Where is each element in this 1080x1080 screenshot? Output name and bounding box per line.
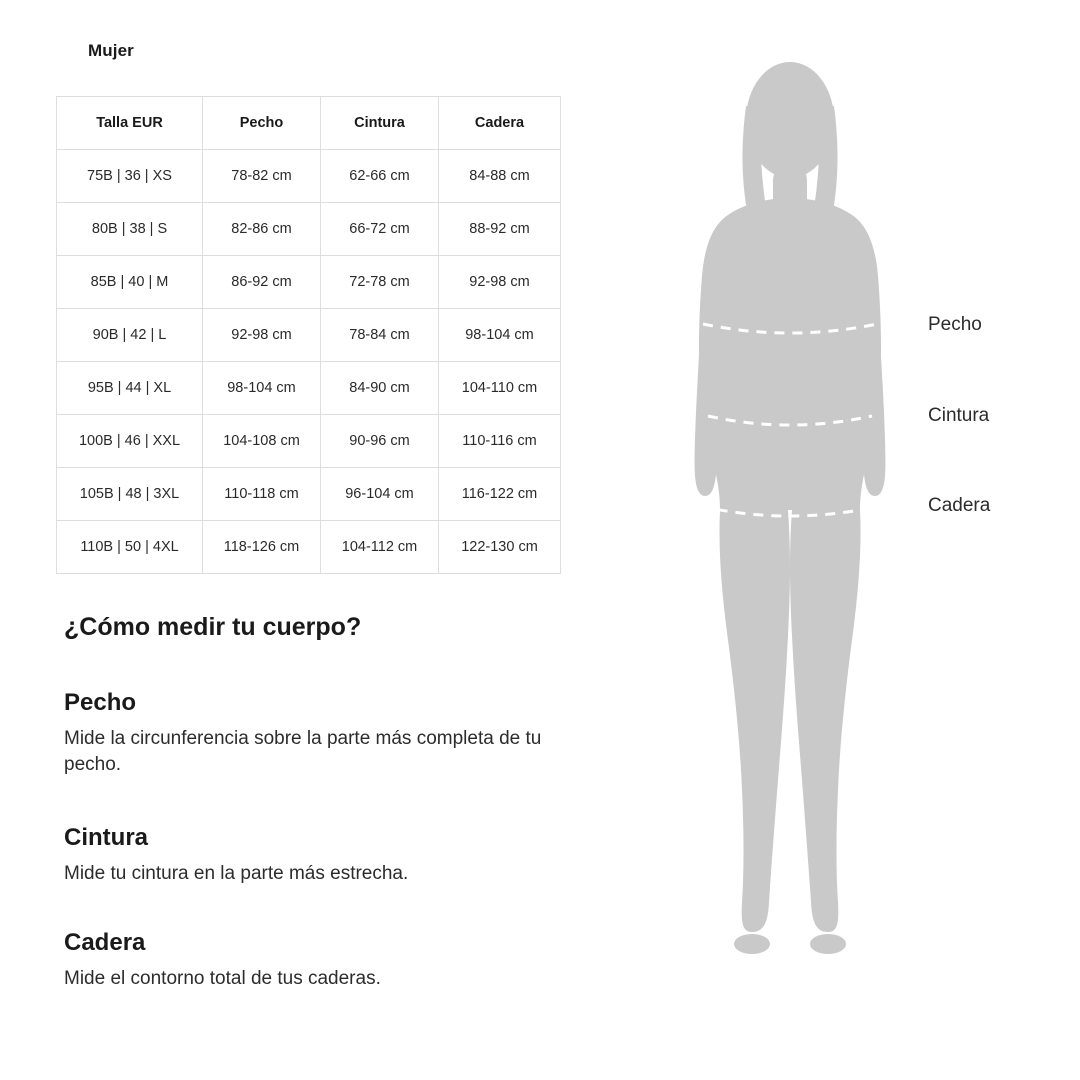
column-header-hip: Cadera xyxy=(439,97,561,150)
page-title: Mujer xyxy=(88,41,134,60)
table-row xyxy=(57,309,561,362)
cell-waist: 72-78 cm xyxy=(321,256,439,309)
table-row xyxy=(57,256,561,309)
cell-hip: 98-104 cm xyxy=(439,309,561,362)
cell-size: 90B | 42 | L xyxy=(57,309,203,362)
cell-hip: 84-88 cm xyxy=(439,150,561,203)
measure-description-hip: Mide el contorno total de tus caderas. xyxy=(64,968,381,990)
figure-label-waist: Cintura xyxy=(928,405,990,426)
measure-name-chest: Pecho xyxy=(64,689,137,716)
cell-size: 105B | 48 | 3XL xyxy=(57,468,203,521)
cell-hip: 110-116 cm xyxy=(439,415,561,468)
cell-waist: 62-66 cm xyxy=(321,150,439,203)
cell-waist: 90-96 cm xyxy=(321,415,439,468)
how-to-measure-title: ¿Cómo medir tu cuerpo? xyxy=(64,613,362,641)
cell-size: 110B | 50 | 4XL xyxy=(57,521,203,574)
cell-size: 80B | 38 | S xyxy=(57,203,203,256)
cell-hip: 116-122 cm xyxy=(439,468,561,521)
cell-size: 75B | 36 | XS xyxy=(57,150,203,203)
cell-chest: 82-86 cm xyxy=(203,203,321,256)
cell-waist: 104-112 cm xyxy=(321,521,439,574)
cell-chest: 98-104 cm xyxy=(203,362,321,415)
measurement-figure-area xyxy=(600,0,1080,1080)
cell-chest: 78-82 cm xyxy=(203,150,321,203)
cell-chest: 110-118 cm xyxy=(203,468,321,521)
figure-label-hip: Cadera xyxy=(928,495,991,516)
cell-waist: 78-84 cm xyxy=(321,309,439,362)
table-header-row xyxy=(57,97,561,150)
cell-hip: 92-98 cm xyxy=(439,256,561,309)
table-row xyxy=(57,150,561,203)
size-chart-table xyxy=(56,96,561,574)
measure-name-waist: Cintura xyxy=(64,824,148,851)
cell-size: 85B | 40 | M xyxy=(57,256,203,309)
table-row xyxy=(57,415,561,468)
table-row xyxy=(57,468,561,521)
cell-waist: 66-72 cm xyxy=(321,203,439,256)
measure-block-chest xyxy=(64,690,584,778)
female-body-silhouette-icon xyxy=(640,48,940,1028)
cell-chest: 104-108 cm xyxy=(203,415,321,468)
cell-size: 95B | 44 | XL xyxy=(57,362,203,415)
figure-label-chest: Pecho xyxy=(928,314,982,335)
cell-chest: 86-92 cm xyxy=(203,256,321,309)
column-header-chest: Pecho xyxy=(203,97,321,150)
measure-name-hip: Cadera xyxy=(64,929,146,956)
cell-chest: 92-98 cm xyxy=(203,309,321,362)
cell-hip: 104-110 cm xyxy=(439,362,561,415)
measure-description-chest: Mide la circunferencia sobre la parte más completa de tu pecho. xyxy=(64,728,542,776)
table-row xyxy=(57,362,561,415)
cell-waist: 84-90 cm xyxy=(321,362,439,415)
cell-waist: 96-104 cm xyxy=(321,468,439,521)
cell-hip: 88-92 cm xyxy=(439,203,561,256)
measure-block-hip xyxy=(64,930,584,992)
table-row xyxy=(57,521,561,574)
column-header-waist: Cintura xyxy=(321,97,439,150)
cell-hip: 122-130 cm xyxy=(439,521,561,574)
cell-chest: 118-126 cm xyxy=(203,521,321,574)
cell-size: 100B | 46 | XXL xyxy=(57,415,203,468)
table-row xyxy=(57,203,561,256)
measure-block-waist xyxy=(64,825,584,887)
column-header-size: Talla EUR xyxy=(57,97,203,150)
measure-description-waist: Mide tu cintura en la parte más estrecha. xyxy=(64,863,409,885)
